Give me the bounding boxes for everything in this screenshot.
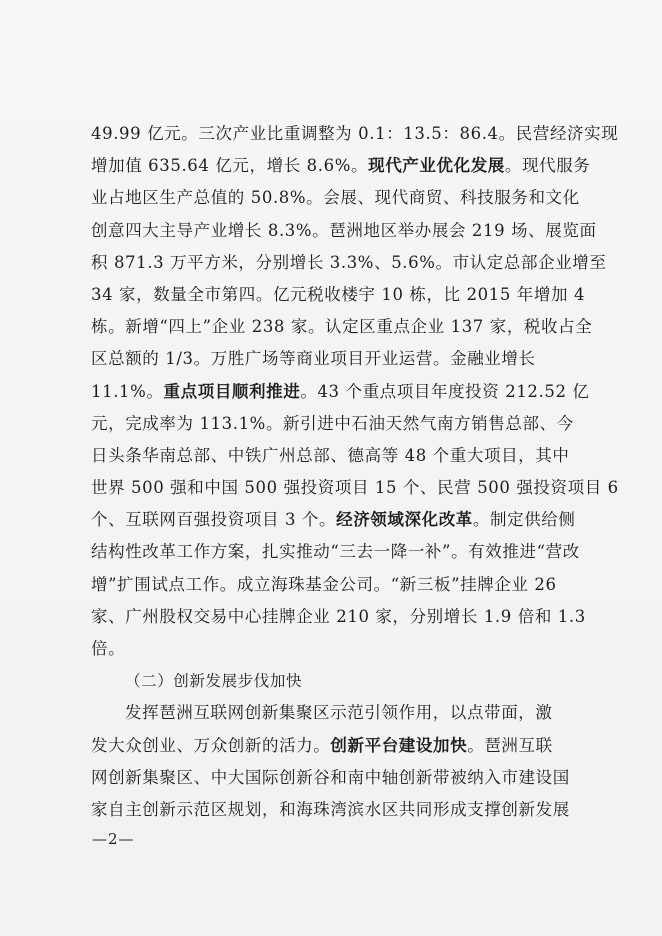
text-line — [91, 279, 586, 311]
text-line — [91, 633, 579, 665]
body-text — [91, 118, 619, 826]
paragraph-group-1 — [91, 118, 619, 665]
text-run: 家自主创新示范区规划，和海珠湾滨水区共同形成支撑创新发展 — [91, 799, 570, 819]
text-line — [91, 215, 597, 247]
inline-heading: 现代产业优化发展 — [368, 156, 505, 176]
text-run: 。43 个重点项目年度投资 212.52 亿 — [300, 381, 590, 401]
text-line — [91, 794, 579, 826]
text-run: 家、广州股权交易中心挂牌企业 210 家，分别增长 1.9 倍和 1.3 — [91, 606, 586, 626]
text-run: 区总额的 1/3。万胜广场等商业项目开业运营。金融业增长 — [91, 349, 536, 369]
section-heading: （二）创新发展步伐加快 — [125, 672, 303, 691]
text-line — [91, 601, 586, 633]
text-line — [91, 343, 579, 375]
text-run: 49.99 亿元。三次产业比重调整为 0.1：13.5：86.4。民营经济实现 — [91, 124, 619, 143]
text-run: 发挥琶洲互联网创新集聚区示范引领作用，以点带面，激 — [125, 703, 553, 723]
text-run: 日头条华南总部、中铁广州总部、德高等 48 个重大项目，其中 — [91, 445, 570, 465]
text-line — [91, 182, 579, 214]
text-run: 网创新集聚区、中大国际创新谷和南中轴创新带被纳入市建设国 — [91, 767, 570, 787]
text-line — [91, 408, 579, 440]
text-run: 个、互联网百强投资项目 3 个。 — [91, 510, 337, 530]
text-run: 倍。 — [91, 639, 126, 658]
text-run: 。制定供给侧 — [472, 510, 576, 530]
text-line — [91, 118, 619, 150]
text-line — [91, 569, 579, 601]
text-run: 发大众创业、万众创新的活力。 — [91, 735, 331, 755]
text-run: 创意四大主导产业增长 8.3%。琶洲地区举办展会 219 场、展览面 — [91, 220, 597, 240]
text-run: 增加值 635.64 亿元，增长 8.6%。 — [91, 156, 369, 176]
text-run: 栋。新增“四上”企业 238 家。认定区重点企业 137 家，税收占全 — [91, 317, 593, 337]
text-line — [91, 762, 579, 794]
text-run: 。现代服务 — [504, 156, 591, 176]
text-run: 积 871.3 万平方米，分别增长 3.3%、5.6%。市认定总部企业增至 — [91, 252, 607, 272]
paragraph-group-2 — [91, 697, 579, 826]
text-line — [91, 730, 579, 762]
text-line — [91, 376, 590, 408]
text-run: 增”扩围试点工作。成立海珠基金公司。“新三板”挂牌企业 26 — [91, 574, 557, 594]
inline-heading: 经济领域深化改革 — [336, 510, 473, 530]
text-run: 业占地区生产总值的 50.8%。会展、现代商贸、科技服务和文化 — [91, 188, 580, 208]
text-line — [91, 311, 593, 343]
text-run: 世界 500 强和中国 500 强投资项目 15 个、民营 500 强投资项目 6 — [91, 478, 619, 498]
text-run: 结构性改革工作方案，扎实推动“三去一降一补”。有效推进“营改 — [91, 542, 580, 562]
text-run: 。琶洲互联 — [467, 735, 553, 755]
inline-heading: 重点项目顺利推进 — [163, 381, 301, 401]
page-number: —2— — [92, 830, 135, 848]
text-line — [91, 504, 579, 536]
text-line — [91, 150, 591, 182]
text-line — [91, 247, 607, 279]
inline-heading: 创新平台建设加快 — [330, 735, 468, 755]
text-run: 34 家，数量全市第四。亿元税收楼宇 10 栋，比 2015 年增加 4 — [91, 284, 586, 304]
text-line — [91, 536, 579, 568]
text-line — [91, 472, 619, 504]
text-line — [91, 697, 579, 729]
text-line — [91, 440, 579, 472]
text-run: 元，完成率为 113.1%。新引进中石油天然气南方销售总部、今 — [91, 413, 574, 433]
text-run: 11.1%。 — [91, 381, 164, 401]
